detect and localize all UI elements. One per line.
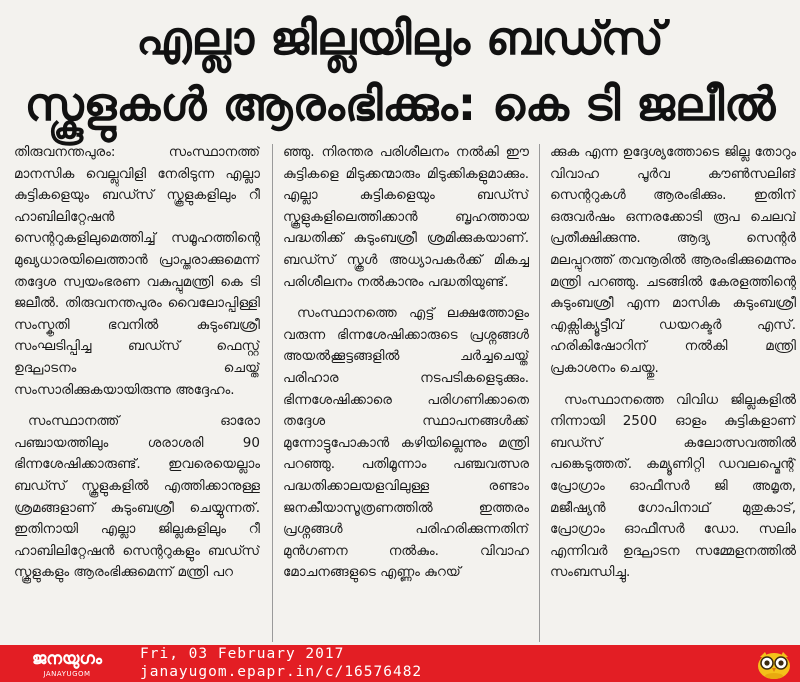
logo-subtext: JANAYUGOM <box>43 670 91 678</box>
article-column-2 <box>283 142 529 642</box>
headline-line-1: എല്ലാ ജില്ലയിലും ബഡ്സ് <box>136 11 664 65</box>
column-divider <box>539 144 540 642</box>
article-paragraph: സംസ്ഥാനത്ത് ഓരോ പഞ്ചായത്തിലും ശരാശരി 90 ഭിന്നശേഷിക്കാരുണ്ട്. ഇവരെയെല്ലാം ബഡ്സ് സ്കൂളുകളിൽ എത്തിക്കാനുള്ള ശ്രമങ്ങളാണ് കുടുംബശ്രീ ചെയ്യുന്നത്. ഇതിനായി എല്ലാ ജില്ലകളിലും റീ ഹാബിലിറ്റേഷൻ സെന്ററുകളും ബഡ്സ് സ്കൂളുകളും ആരംഭിക്കുമെന്ന് മന്ത്രി പറ <box>14 413 260 581</box>
headline <box>0 0 800 140</box>
article-paragraph: ക്കുക എന്ന ഉദ്ദേശ്യത്തോടെ ജില്ല തോറും വിവാഹ പൂർവ കൗൺസലിങ് സെന്ററുകൾ ആരംഭിക്കും. ഇതിന് ഒരുവർഷം ഒന്നരക്കോടി രൂപ ചെലവ് പ്രതീക്ഷിക്കുന്നു. ആദ്യ സെന്റർ മലപ്പുറത്ത് തവനൂരിൽ ആരംഭിക്കുമെന്നും മന്ത്രി പറഞ്ഞു. ചടങ്ങിൽ കേരളത്തിന്റെ കുടുംബശ്രീ എന്ന മാസിക കുടുംബശ്രീ എക്സിക്യൂട്ടീവ് ഡയറക്ടർ എസ്. ഹരികിഷോറിന് നൽകി മന്ത്രി പ്രകാശനം ചെയ്തു. <box>550 144 796 376</box>
article-paragraph: ഞ്ഞു. നിരന്തര പരിശീലനം നൽകി ഈ കുട്ടികളെ മിടുക്കന്മാരും മിടുക്കികളുമാക്കും. എല്ലാ കുട്ടികളെയും ബഡ്സ് സ്കൂളുകളിലെത്തിക്കാൻ ബൃഹത്തായ പദ്ധതിക്ക് കുടുംബശ്രീ ശ്രമിക്കുകയാണ്. ബഡ്സ് സ്കൂൾ അധ്യാപകർക്ക് മികച്ച പരിശീലനം നൽകാനും പദ്ധതിയുണ്ട്. <box>283 144 529 290</box>
publication-date: Fri, 03 February 2017 <box>140 646 345 662</box>
owl-icon <box>754 649 794 680</box>
article-paragraph: സംസ്ഥാനത്തെ വിവിധ ജില്ലകളിൽ നിന്നായി 2500 ഓളം കുട്ടികളാണ് ബഡ്സ് കലോത്സവത്തിൽ പങ്കെടുത്തത്. കമ്യൂണിറ്റി ഡവലപ്മെന്റ് പ്രോഗ്രാം ഓഫീസർ ജി അമൃത, മജീഷ്യൻ ഗോപിനാഥ് മുതുകാട്, പ്രോഗ്രാം ഓഫീസർ ഡോ. സലിം എന്നിവർ ഉദ്ഘാടന സമ്മേളനത്തിൽ സംബന്ധിച്ചു. <box>550 391 796 581</box>
column-divider <box>272 144 273 642</box>
article-paragraph: സംസ്ഥാനത്തെ എട്ട് ലക്ഷത്തോളം വരുന്ന ഭിന്നശേഷിക്കാരുടെ പ്രശ്നങ്ങൾ അയൽക്കൂട്ടങ്ങളിൽ ചർച്ചചെയ്ത് പരിഹാര നടപടികളെടുക്കും. ഭിന്നശേഷിക്കാരെ പരിഗണിക്കാതെ തദ്ദേശ സ്ഥാപനങ്ങൾക്ക് മുന്നോട്ടുപോകാൻ കഴിയില്ലെന്നും മന്ത്രി പറഞ്ഞു. പതിമൂന്നാം പഞ്ചവത്സര പദ്ധതിക്കാലയളവിലുള്ള രണ്ടാം ജനകീയാസൂത്രണത്തിൽ ഇത്തരം പ്രശ്നങ്ങൾ പരിഹരിക്കുന്നതിന് മുൻഗണന നൽകും. വിവാഹ മോചനങ്ങളുടെ എണ്ണം കുറയ് <box>283 305 529 581</box>
epaper-url[interactable]: janayugom.epapr.in/c/16576482 <box>140 664 423 680</box>
publication-logo[interactable] <box>8 648 126 679</box>
headline-line-2: സ്കൂളുകൾ ആരംഭിക്കും: കെ ടി ജലീൽ <box>24 77 776 131</box>
article-paragraph: തിരുവനന്തപുരം: സംസ്ഥാനത്ത് മാനസിക വെല്ലുവിളി നേരിടുന്ന എല്ലാ കുട്ടികളെയും ബഡ്സ് സ്കൂളുകളിലും റീ ഹാബിലിറ്റേഷൻ സെന്ററുകളിലുമെത്തിച്ച് സമൂഹത്തിന്റെ മുഖ്യധാരയിലെത്താൻ പ്രാപ്തരാക്കുമെന്ന് തദ്ദേശ സ്വയംഭരണ വകുപ്പുമന്ത്രി കെ ടി ജലീൽ. തിരുവനന്തപുരം വൈലോപ്പിള്ളി സംസ്കൃതി ഭവനിൽ കുടുംബശ്രീ സംഘടിപ്പിച്ച ബഡ്സ് ഫെസ്റ്റ് ഉദ്ഘാടനം ചെയ്ത് സംസാരിക്കുകയായിരുന്നു അദ്ദേഹം. <box>14 144 260 398</box>
logo-text: ജനയുഗം <box>31 649 103 669</box>
footer-bar <box>0 645 800 682</box>
article-column-3 <box>550 142 796 642</box>
article-column-1 <box>14 142 260 642</box>
